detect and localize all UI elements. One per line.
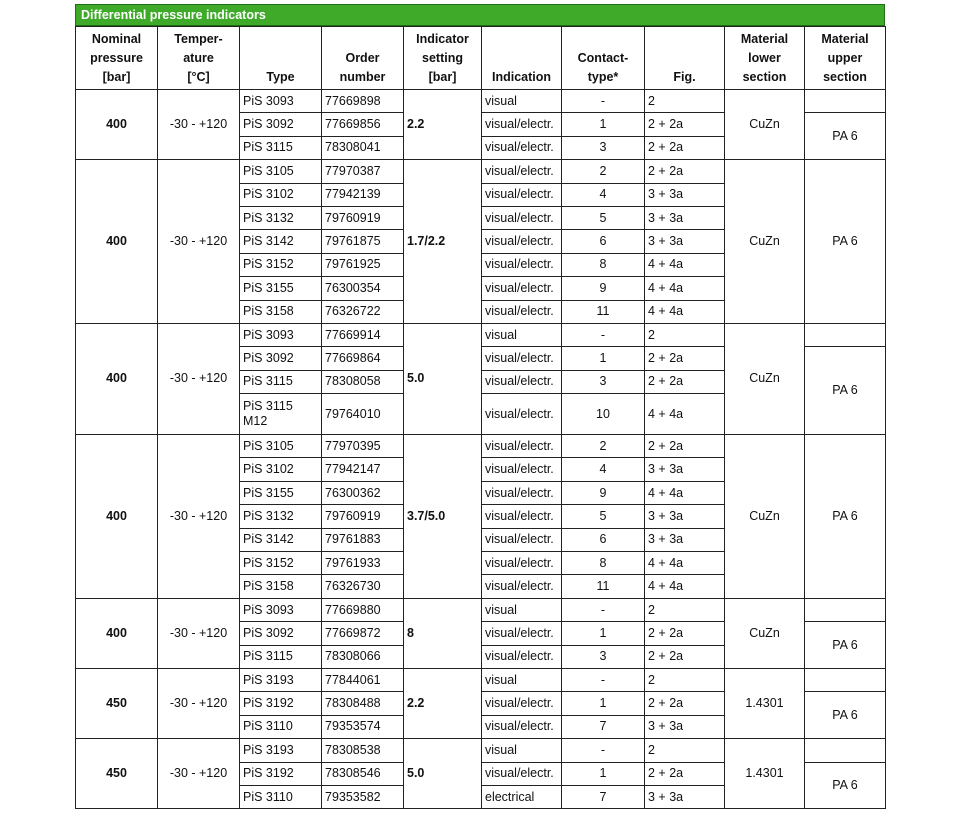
order-number-cell: 79760919	[322, 206, 404, 229]
order-number-cell: 79761883	[322, 528, 404, 551]
indication-cell: visual/electr.	[482, 481, 562, 504]
material-lower-cell: CuZn	[725, 323, 805, 434]
type-cell: PiS 3132	[240, 206, 322, 229]
fig-cell: 2 + 2a	[645, 370, 725, 393]
table-row	[76, 598, 886, 621]
contact-type-cell: 8	[562, 253, 645, 276]
fig-cell: 2 + 2a	[645, 347, 725, 370]
fig-cell: 2	[645, 598, 725, 621]
header-temperature: Temper- ature [°C]	[158, 27, 240, 90]
order-number-cell: 77970395	[322, 435, 404, 458]
material-lower-cell: 1.4301	[725, 668, 805, 738]
type-cell: PiS 3110	[240, 785, 322, 808]
material-upper-cell: PA 6	[805, 435, 886, 599]
fig-cell: 2 + 2a	[645, 113, 725, 136]
indication-cell: visual/electr.	[482, 575, 562, 598]
type-cell: PiS 3152	[240, 253, 322, 276]
fig-cell: 4 + 4a	[645, 300, 725, 323]
type-cell: PiS 3115	[240, 370, 322, 393]
order-number-cell: 79764010	[322, 394, 404, 435]
contact-type-cell: 4	[562, 183, 645, 206]
indication-cell: visual/electr.	[482, 762, 562, 785]
table-row	[76, 739, 886, 762]
contact-type-cell: 3	[562, 645, 645, 668]
fig-cell: 2 + 2a	[645, 622, 725, 645]
indication-cell: visual/electr.	[482, 230, 562, 253]
temperature-cell: -30 - +120	[158, 160, 240, 324]
order-number-cell: 76300354	[322, 277, 404, 300]
fig-cell: 4 + 4a	[645, 552, 725, 575]
fig-cell: 2 + 2a	[645, 160, 725, 183]
contact-type-cell: 8	[562, 552, 645, 575]
header-contact-type: Contact- type*	[562, 27, 645, 90]
temperature-cell: -30 - +120	[158, 435, 240, 599]
type-cell: PiS 3115 M12	[240, 394, 322, 435]
material-upper-cell: PA 6	[805, 113, 886, 160]
indication-cell: visual/electr.	[482, 253, 562, 276]
fig-cell: 2	[645, 739, 725, 762]
type-cell: PiS 3152	[240, 552, 322, 575]
indication-cell: visual/electr.	[482, 394, 562, 435]
indication-cell: visual	[482, 739, 562, 762]
order-number-cell: 79761875	[322, 230, 404, 253]
nominal-pressure-cell: 450	[76, 739, 158, 809]
contact-type-cell: 2	[562, 160, 645, 183]
type-cell: PiS 3155	[240, 277, 322, 300]
contact-type-cell: -	[562, 323, 645, 346]
material-upper-empty-cell	[805, 668, 886, 691]
order-number-cell: 77844061	[322, 668, 404, 691]
temperature-cell: -30 - +120	[158, 668, 240, 738]
order-number-cell: 77669914	[322, 323, 404, 346]
header-indication: Indication	[482, 27, 562, 90]
indication-cell: visual/electr.	[482, 435, 562, 458]
type-cell: PiS 3192	[240, 692, 322, 715]
material-upper-empty-cell	[805, 598, 886, 621]
table-body	[76, 90, 886, 809]
nominal-pressure-cell: 400	[76, 598, 158, 668]
material-lower-cell: CuZn	[725, 160, 805, 324]
indicator-setting-cell: 1.7/2.2	[404, 160, 482, 324]
temperature-cell: -30 - +120	[158, 739, 240, 809]
material-lower-cell: CuZn	[725, 435, 805, 599]
material-lower-cell: 1.4301	[725, 739, 805, 809]
header-material-upper: Material upper section	[805, 27, 886, 90]
type-cell: PiS 3115	[240, 136, 322, 159]
contact-type-cell: 7	[562, 785, 645, 808]
table-row	[76, 668, 886, 691]
indication-cell: visual/electr.	[482, 715, 562, 738]
fig-cell: 2 + 2a	[645, 435, 725, 458]
header-nominal-pressure: Nominal pressure [bar]	[76, 27, 158, 90]
order-number-cell: 79353582	[322, 785, 404, 808]
fig-cell: 3 + 3a	[645, 183, 725, 206]
fig-cell: 2 + 2a	[645, 136, 725, 159]
order-number-cell: 76300362	[322, 481, 404, 504]
nominal-pressure-cell: 400	[76, 90, 158, 160]
material-upper-cell: PA 6	[805, 347, 886, 435]
table-row	[76, 160, 886, 183]
contact-type-cell: 11	[562, 575, 645, 598]
indication-cell: visual	[482, 598, 562, 621]
indication-cell: visual/electr.	[482, 528, 562, 551]
contact-type-cell: 1	[562, 622, 645, 645]
contact-type-cell: 4	[562, 458, 645, 481]
indication-cell: visual	[482, 90, 562, 113]
fig-cell: 2	[645, 668, 725, 691]
type-cell: PiS 3102	[240, 458, 322, 481]
pressure-indicator-spec-sheet	[75, 4, 885, 809]
type-cell: PiS 3158	[240, 575, 322, 598]
fig-cell: 4 + 4a	[645, 277, 725, 300]
material-upper-cell: PA 6	[805, 160, 886, 324]
indication-cell: visual/electr.	[482, 277, 562, 300]
fig-cell: 2	[645, 323, 725, 346]
order-number-cell: 77669864	[322, 347, 404, 370]
type-cell: PiS 3092	[240, 622, 322, 645]
contact-type-cell: 3	[562, 136, 645, 159]
order-number-cell: 77669898	[322, 90, 404, 113]
fig-cell: 3 + 3a	[645, 505, 725, 528]
order-number-cell: 79353574	[322, 715, 404, 738]
type-cell: PiS 3093	[240, 90, 322, 113]
indication-cell: visual/electr.	[482, 552, 562, 575]
order-number-cell: 76326722	[322, 300, 404, 323]
type-cell: PiS 3142	[240, 528, 322, 551]
order-number-cell: 79760919	[322, 505, 404, 528]
fig-cell: 2	[645, 90, 725, 113]
indication-cell: visual/electr.	[482, 458, 562, 481]
indication-cell: visual/electr.	[482, 645, 562, 668]
contact-type-cell: 11	[562, 300, 645, 323]
contact-type-cell: 1	[562, 347, 645, 370]
fig-cell: 4 + 4a	[645, 575, 725, 598]
table-row	[76, 435, 886, 458]
order-number-cell: 77669856	[322, 113, 404, 136]
order-number-cell: 79761933	[322, 552, 404, 575]
indication-cell: visual/electr.	[482, 160, 562, 183]
fig-cell: 3 + 3a	[645, 206, 725, 229]
indication-cell: visual	[482, 668, 562, 691]
material-upper-empty-cell	[805, 90, 886, 113]
indication-cell: visual/electr.	[482, 622, 562, 645]
fig-cell: 2 + 2a	[645, 692, 725, 715]
material-upper-cell: PA 6	[805, 762, 886, 809]
fig-cell: 3 + 3a	[645, 785, 725, 808]
header-type: Type	[240, 27, 322, 90]
indicator-setting-cell: 5.0	[404, 323, 482, 434]
nominal-pressure-cell: 400	[76, 160, 158, 324]
type-cell: PiS 3092	[240, 347, 322, 370]
indication-cell: visual/electr.	[482, 692, 562, 715]
type-cell: PiS 3192	[240, 762, 322, 785]
type-cell: PiS 3105	[240, 160, 322, 183]
table-header	[76, 27, 886, 90]
indication-cell: visual/electr.	[482, 113, 562, 136]
order-number-cell: 78308066	[322, 645, 404, 668]
contact-type-cell: 6	[562, 528, 645, 551]
fig-cell: 3 + 3a	[645, 230, 725, 253]
temperature-cell: -30 - +120	[158, 90, 240, 160]
nominal-pressure-cell: 450	[76, 668, 158, 738]
contact-type-cell: 10	[562, 394, 645, 435]
table-row	[76, 323, 886, 346]
material-upper-empty-cell	[805, 739, 886, 762]
contact-type-cell: 2	[562, 435, 645, 458]
contact-type-cell: -	[562, 90, 645, 113]
indicator-setting-cell: 5.0	[404, 739, 482, 809]
indication-cell: visual/electr.	[482, 136, 562, 159]
material-upper-empty-cell	[805, 323, 886, 346]
indication-cell: visual/electr.	[482, 206, 562, 229]
contact-type-cell: -	[562, 739, 645, 762]
order-number-cell: 77669872	[322, 622, 404, 645]
order-number-cell: 79761925	[322, 253, 404, 276]
type-cell: PiS 3110	[240, 715, 322, 738]
order-number-cell: 78308546	[322, 762, 404, 785]
indication-cell: electrical	[482, 785, 562, 808]
fig-cell: 4 + 4a	[645, 253, 725, 276]
header-order-number: Order number	[322, 27, 404, 90]
type-cell: PiS 3155	[240, 481, 322, 504]
fig-cell: 3 + 3a	[645, 458, 725, 481]
type-cell: PiS 3115	[240, 645, 322, 668]
indication-cell: visual	[482, 323, 562, 346]
order-number-cell: 77669880	[322, 598, 404, 621]
contact-type-cell: 1	[562, 113, 645, 136]
type-cell: PiS 3093	[240, 323, 322, 346]
indication-cell: visual/electr.	[482, 505, 562, 528]
nominal-pressure-cell: 400	[76, 435, 158, 599]
order-number-cell: 78308041	[322, 136, 404, 159]
header-fig: Fig.	[645, 27, 725, 90]
fig-cell: 2 + 2a	[645, 762, 725, 785]
material-lower-cell: CuZn	[725, 90, 805, 160]
indication-cell: visual/electr.	[482, 183, 562, 206]
material-lower-cell: CuZn	[725, 598, 805, 668]
material-upper-cell: PA 6	[805, 622, 886, 669]
indicator-setting-cell: 8	[404, 598, 482, 668]
contact-type-cell: 1	[562, 692, 645, 715]
order-number-cell: 77970387	[322, 160, 404, 183]
type-cell: PiS 3193	[240, 668, 322, 691]
table-title-banner: Differential pressure indicators	[75, 4, 885, 26]
type-cell: PiS 3142	[240, 230, 322, 253]
contact-type-cell: -	[562, 598, 645, 621]
fig-cell: 2 + 2a	[645, 645, 725, 668]
fig-cell: 4 + 4a	[645, 481, 725, 504]
order-number-cell: 77942147	[322, 458, 404, 481]
order-number-cell: 78308538	[322, 739, 404, 762]
indicator-setting-cell: 3.7/5.0	[404, 435, 482, 599]
contact-type-cell: 5	[562, 505, 645, 528]
type-cell: PiS 3193	[240, 739, 322, 762]
type-cell: PiS 3102	[240, 183, 322, 206]
indicator-setting-cell: 2.2	[404, 668, 482, 738]
type-cell: PiS 3093	[240, 598, 322, 621]
contact-type-cell: 6	[562, 230, 645, 253]
contact-type-cell: 9	[562, 481, 645, 504]
indication-cell: visual/electr.	[482, 300, 562, 323]
fig-cell: 4 + 4a	[645, 394, 725, 435]
table-row	[76, 90, 886, 113]
contact-type-cell: 3	[562, 370, 645, 393]
material-upper-cell: PA 6	[805, 692, 886, 739]
contact-type-cell: -	[562, 668, 645, 691]
contact-type-cell: 9	[562, 277, 645, 300]
header-indicator-setting: Indicator setting [bar]	[404, 27, 482, 90]
contact-type-cell: 1	[562, 762, 645, 785]
order-number-cell: 76326730	[322, 575, 404, 598]
type-cell: PiS 3132	[240, 505, 322, 528]
type-cell: PiS 3105	[240, 435, 322, 458]
order-number-cell: 78308488	[322, 692, 404, 715]
fig-cell: 3 + 3a	[645, 715, 725, 738]
header-material-lower: Material lower section	[725, 27, 805, 90]
nominal-pressure-cell: 400	[76, 323, 158, 434]
fig-cell: 3 + 3a	[645, 528, 725, 551]
type-cell: PiS 3092	[240, 113, 322, 136]
temperature-cell: -30 - +120	[158, 323, 240, 434]
indication-cell: visual/electr.	[482, 347, 562, 370]
order-number-cell: 77942139	[322, 183, 404, 206]
contact-type-cell: 7	[562, 715, 645, 738]
contact-type-cell: 5	[562, 206, 645, 229]
indication-cell: visual/electr.	[482, 370, 562, 393]
indicator-setting-cell: 2.2	[404, 90, 482, 160]
order-number-cell: 78308058	[322, 370, 404, 393]
temperature-cell: -30 - +120	[158, 598, 240, 668]
type-cell: PiS 3158	[240, 300, 322, 323]
spec-table	[75, 26, 886, 809]
